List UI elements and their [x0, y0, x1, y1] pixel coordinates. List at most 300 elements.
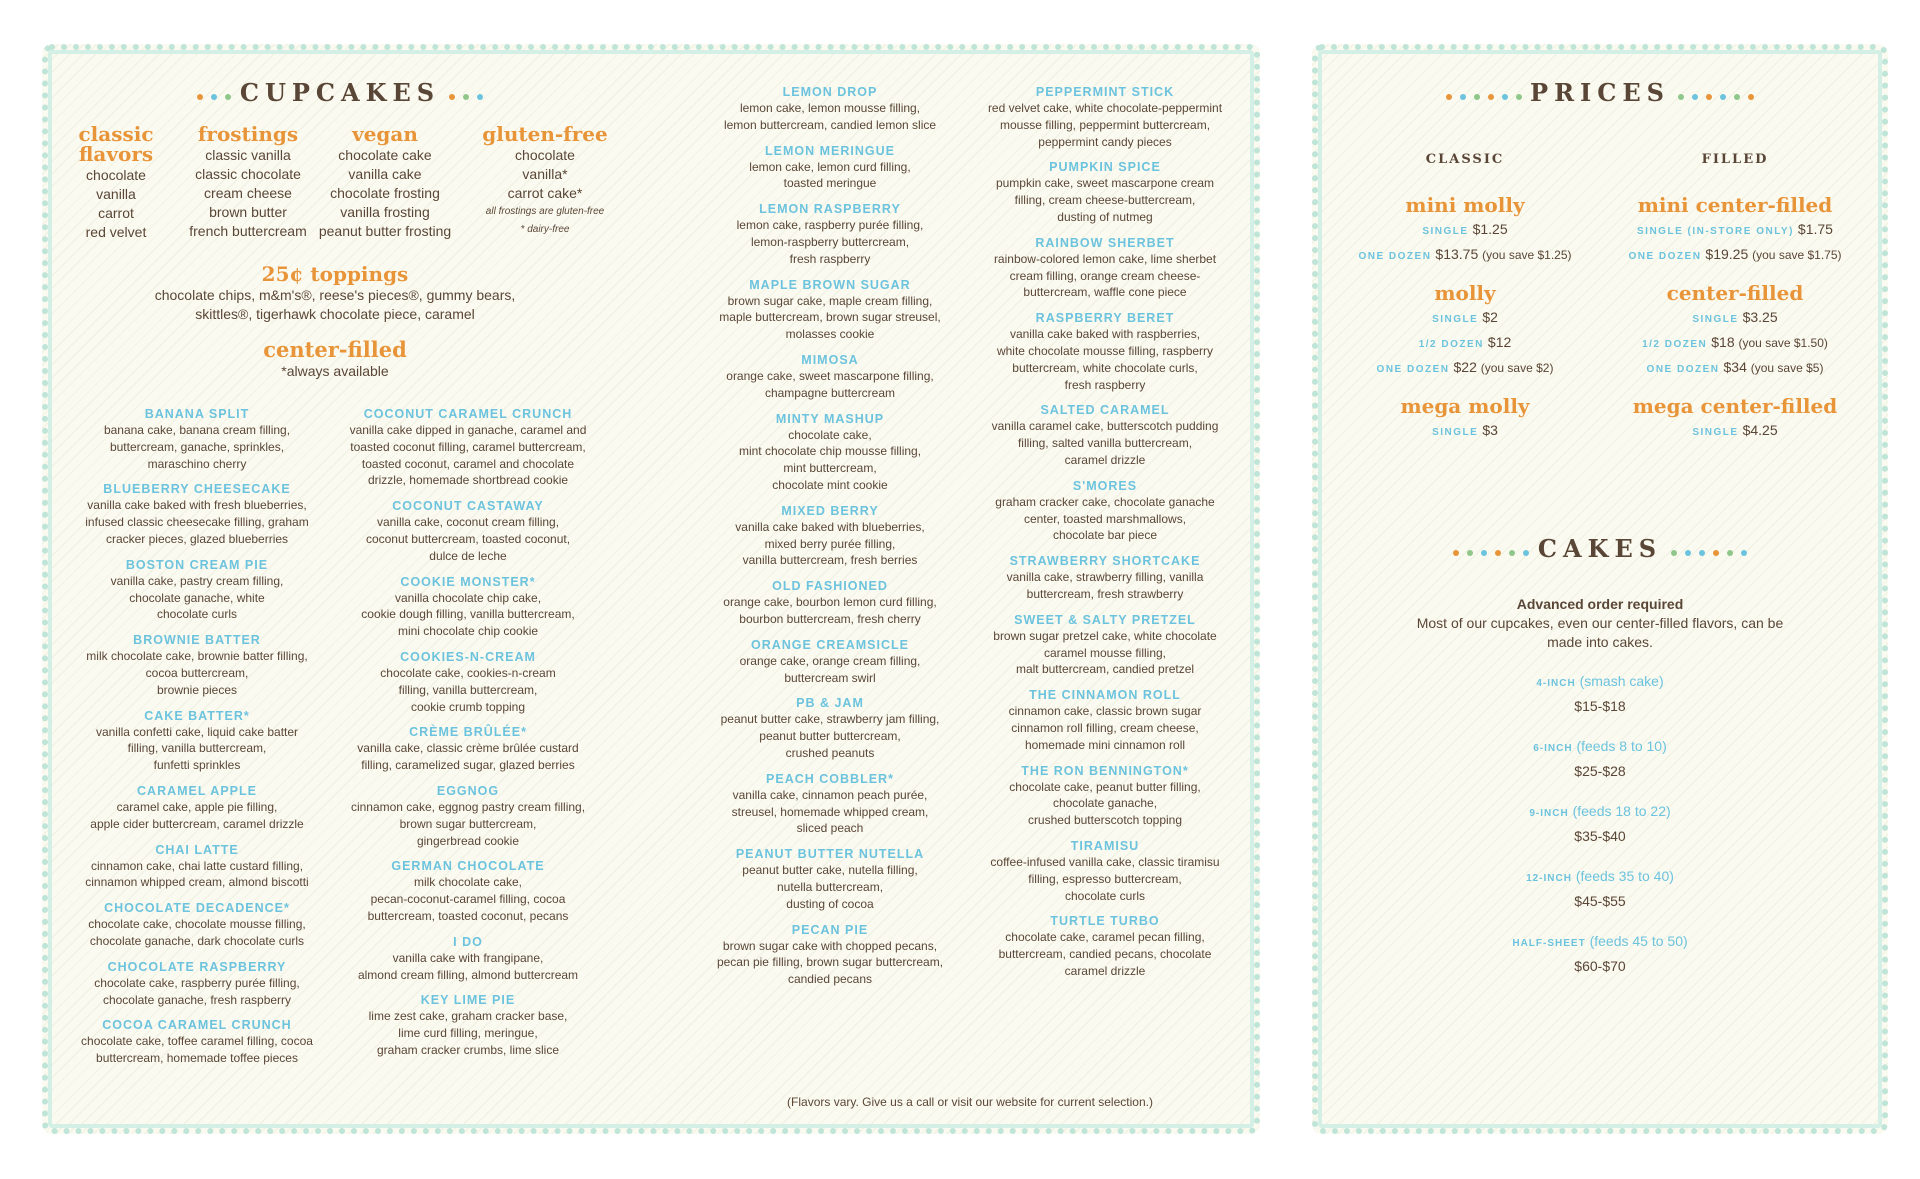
flavor-description — [332, 590, 604, 640]
cake-size-label — [1410, 865, 1790, 890]
flavor-description — [960, 569, 1250, 603]
intro-item: chocolate — [86, 167, 146, 183]
price-value: $13.75 — [1435, 246, 1479, 262]
flavor-column-3 — [960, 84, 1250, 989]
flavor-description-line: infused classic cheesecake filling, graham — [85, 515, 309, 530]
cake-size-item — [1410, 800, 1790, 847]
flavor-description-line: funfetti sprinkles — [153, 758, 241, 773]
price-value: $2 — [1482, 309, 1498, 325]
cake-size-name: HALF-SHEET — [1512, 938, 1586, 949]
flavor-description-line: mint buttercream, — [783, 461, 877, 476]
intro-item: brown butter — [209, 204, 287, 220]
flavor-item — [960, 553, 1250, 603]
flavor-description-line: cinnamon cake, classic brown sugar — [1008, 704, 1202, 719]
flavor-item — [960, 763, 1250, 829]
flavor-name: CRÈME BRÛLÉE* — [409, 725, 527, 740]
flavor-description-line: dusting of nutmeg — [1057, 209, 1153, 224]
flavor-description-line: cinnamon whipped cream, almond biscotti — [85, 875, 309, 890]
flavor-description — [332, 950, 604, 984]
center-filled-section — [195, 338, 475, 380]
filled-prices — [1600, 152, 1870, 456]
flavor-description — [62, 422, 332, 472]
price-row — [1330, 419, 1600, 444]
price-quantity: SINGLE (IN-STORE ONLY) — [1637, 226, 1794, 237]
price-row — [1600, 331, 1870, 356]
intro-item: vanilla cake — [348, 166, 422, 182]
flavor-name: BANANA SPLIT — [144, 407, 250, 421]
flavor-description-line: buttercream swirl — [784, 670, 876, 685]
price-group — [1600, 192, 1870, 268]
flavor-description-line: graham cracker crumbs, lime slice — [376, 1042, 560, 1057]
flavor-description-line: pecan pie filling, brown sugar buttercream, — [716, 955, 944, 970]
cakes-intro — [1410, 594, 1790, 652]
flavor-description-line: buttercream, white chocolate curls, — [1012, 360, 1198, 375]
intro-heading: vegan — [352, 122, 418, 146]
cakes-description: Most of our cupcakes, even our center-filled flavors, can be made into cakes. — [1416, 615, 1784, 650]
price-value: $1.25 — [1472, 221, 1508, 237]
flavor-description-line: white chocolate mousse filling, raspberry — [996, 343, 1214, 358]
price-quantity: SINGLE — [1692, 314, 1739, 325]
flavor-column-1 — [332, 406, 604, 1068]
flavor-item — [700, 695, 960, 761]
price-item-name: mega center-filled — [1632, 394, 1838, 418]
flavor-description — [62, 724, 332, 774]
intro-column-1 — [178, 124, 318, 241]
flavor-description-line: crushed butterscotch topping — [1027, 813, 1183, 828]
flavor-description-line: orange cake, orange cream filling, — [739, 653, 921, 668]
flavor-name: ORANGE CREAMSICLE — [751, 637, 909, 652]
flavor-item — [62, 406, 332, 472]
flavor-description — [700, 519, 960, 569]
price-quantity: SINGLE — [1692, 427, 1739, 438]
price-value: $4.25 — [1742, 422, 1778, 438]
price-savings: (you save $1.25) — [1482, 248, 1572, 262]
flavor-description-line: peanut butter buttercream, — [759, 729, 901, 744]
cake-size-name: 4-INCH — [1536, 678, 1576, 689]
flavor-item — [332, 498, 604, 564]
flavor-description — [700, 293, 960, 343]
price-item-name: center-filled — [1666, 281, 1804, 305]
flavor-description — [62, 799, 332, 833]
flavor-description-line: chocolate cake, — [788, 427, 872, 442]
price-group — [1330, 192, 1600, 268]
decorative-dots-left — [1449, 544, 1533, 561]
flavor-item — [332, 406, 604, 489]
flavor-column-0 — [62, 406, 332, 1076]
flavor-description-line: vanilla cake with frangipane, — [392, 950, 544, 965]
flavor-description — [700, 653, 960, 687]
flavor-item — [332, 649, 604, 715]
flavor-description-line: brown sugar pretzel cake, white chocolate — [993, 628, 1217, 643]
cake-size-label — [1410, 930, 1790, 955]
flavor-description-line: apple cider buttercream, caramel drizzle — [90, 816, 304, 831]
flavor-name: TURTLE TURBO — [1050, 914, 1160, 929]
flavor-name: MIXED BERRY — [781, 503, 879, 518]
flavor-description-line: cream filling, orange cream cheese- — [1009, 268, 1201, 283]
flavor-description — [960, 175, 1250, 225]
flavor-name: COCOA CARAMEL CRUNCH — [102, 1018, 292, 1033]
flavor-item — [62, 632, 332, 698]
flavor-description-line: caramel drizzle — [1064, 963, 1146, 978]
flavor-description-line: toasted coconut filling, caramel buttercream, — [350, 439, 586, 454]
flavor-description-line: vanilla cake, classic crème brûlée custard — [357, 741, 579, 756]
flavor-description-line: filling, vanilla buttercream, — [127, 741, 267, 756]
flavor-name: PEANUT BUTTER NUTELLA — [735, 847, 925, 862]
flavor-description-line: lemon cake, raspberry purée filling, — [736, 218, 924, 233]
cake-size-label — [1410, 735, 1790, 760]
flavor-description — [332, 874, 604, 924]
flavor-description — [700, 787, 960, 837]
intro-note: * dairy-free — [520, 224, 570, 235]
flavor-item — [700, 846, 960, 912]
price-quantity: SINGLE — [1422, 226, 1469, 237]
price-row — [1600, 356, 1870, 381]
flavor-description-line: fresh raspberry — [789, 251, 871, 266]
intro-item: carrot cake* — [507, 185, 583, 201]
cake-size-name: 9-INCH — [1529, 808, 1569, 819]
cake-price: $60-$70 — [1574, 958, 1626, 974]
flavor-item — [960, 402, 1250, 468]
filled-header: FILLED — [1701, 152, 1769, 167]
cake-size-item — [1410, 670, 1790, 717]
intro-item: carrot — [98, 205, 134, 221]
flavor-item — [700, 411, 960, 494]
flavor-name: CARAMEL APPLE — [137, 783, 257, 798]
flavor-description-line: lemon cake, lemon mousse filling, — [739, 101, 921, 115]
flavor-name: CHOCOLATE RASPBERRY — [107, 959, 287, 974]
flavor-description-line: sliced peach — [796, 821, 864, 836]
flavor-description — [332, 740, 604, 774]
flavor-description-line: brown sugar cake with chopped pecans, — [722, 938, 938, 953]
flavor-name: COCONUT CARAMEL CRUNCH — [363, 407, 573, 421]
flavor-description-line: filling, salted vanilla buttercream, — [1017, 436, 1193, 451]
intro-item: chocolate cake — [338, 147, 432, 163]
flavor-description-line: vanilla cake, pastry cream filling, — [110, 573, 284, 588]
price-savings: (you save $1.75) — [1752, 248, 1842, 262]
flavor-description-line: vanilla confetti cake, liquid cake batter — [95, 724, 299, 739]
toppings-heading: 25¢ toppings — [261, 262, 409, 286]
flavor-description-line: cookie dough filling, vanilla buttercream, — [361, 607, 575, 622]
flavor-item — [960, 838, 1250, 904]
price-row — [1600, 218, 1870, 243]
intro-item: chocolate — [515, 147, 575, 163]
flavor-item — [960, 478, 1250, 544]
flavor-item — [700, 503, 960, 569]
flavor-description-line: red velvet cake, white chocolate-peppermint — [987, 101, 1223, 115]
flavor-name: THE CINNAMON ROLL — [1029, 688, 1181, 703]
cake-serves: (feeds 18 to 22) — [1572, 803, 1671, 819]
flavor-description-line: chocolate cake, raspberry purée filling, — [94, 975, 300, 990]
flavor-name: BROWNIE BATTER — [133, 633, 261, 648]
flavor-item — [960, 310, 1250, 393]
flavor-description-line: vanilla cake, coconut cream filling, — [376, 515, 560, 530]
flavor-item — [700, 771, 960, 837]
flavor-description — [960, 703, 1250, 753]
flavor-description-line: mousse filling, peppermint buttercream, — [999, 117, 1211, 132]
flavor-name: SALTED CARAMEL — [1040, 403, 1170, 418]
flavor-description — [960, 854, 1250, 904]
flavor-item — [960, 84, 1250, 150]
price-quantity: 1/2 DOZEN — [1642, 339, 1708, 350]
flavor-description-line: homemade mini cinnamon roll — [1024, 737, 1186, 752]
flavor-description-line: cinnamon cake, eggnog pastry cream filling, — [350, 799, 586, 814]
flavor-description — [62, 573, 332, 623]
cake-size-label — [1410, 670, 1790, 695]
price-row — [1330, 331, 1600, 356]
cake-size-name: 12-INCH — [1526, 873, 1572, 884]
flavor-item — [960, 235, 1250, 301]
intro-item: red velvet — [85, 224, 147, 240]
flavor-description-line: chocolate curls — [156, 607, 238, 622]
flavor-name: MAPLE BROWN SUGAR — [749, 277, 911, 292]
flavor-description — [960, 251, 1250, 301]
flavor-name: BLUEBERRY CHEESECAKE — [103, 482, 291, 497]
intro-item: cream cheese — [204, 185, 292, 201]
flavor-item — [960, 687, 1250, 753]
flavor-description-line: dulce de leche — [429, 548, 507, 563]
flavor-description — [332, 799, 604, 849]
flavor-description — [700, 100, 960, 134]
price-value: $34 — [1723, 359, 1747, 375]
flavor-description-line: lime zest cake, graham cracker base, — [368, 1009, 568, 1024]
flavor-description-line: cocoa buttercream, — [145, 665, 249, 680]
flavor-name: PEACH COBBLER* — [766, 771, 894, 786]
price-value: $12 — [1487, 334, 1512, 350]
cakes-title: CAKES — [1537, 534, 1663, 563]
flavor-description-line: center, toasted marshmallows, — [1023, 511, 1187, 526]
flavor-item — [62, 1017, 332, 1067]
flavor-description — [960, 494, 1250, 544]
flavor-name: OLD FASHIONED — [772, 579, 888, 594]
flavor-item — [960, 159, 1250, 225]
flavor-description-line: brown sugar cake, maple cream filling, — [727, 293, 933, 308]
flavor-item — [62, 959, 332, 1009]
flavor-description-line: lemon-raspberry buttercream, — [750, 234, 910, 249]
intro-items — [60, 166, 172, 242]
intro-item: vanilla frosting — [340, 204, 430, 220]
flavor-description — [332, 1008, 604, 1058]
flavor-description-line: buttercream, waffle cone piece — [1023, 285, 1187, 300]
flavor-item — [700, 922, 960, 988]
cupcakes-heading — [150, 78, 530, 107]
flavor-description-line: cookie crumb topping — [410, 699, 526, 714]
prices-title: PRICES — [1530, 78, 1670, 107]
flavor-description-line: mini chocolate chip cookie — [397, 624, 539, 639]
price-quantity: ONE DOZEN — [1358, 251, 1432, 262]
price-item-name: mini center-filled — [1637, 193, 1833, 217]
flavor-name: RAINBOW SHERBET — [1035, 235, 1175, 250]
flavor-description-line: pecan-coconut-caramel filling, cocoa — [370, 892, 566, 907]
center-filled-note: *always available — [281, 363, 389, 379]
flavor-name: PEPPERMINT STICK — [1035, 85, 1175, 99]
flavor-name: STRAWBERRY SHORTCAKE — [1009, 554, 1201, 569]
cake-price: $25-$28 — [1574, 763, 1626, 779]
flavor-item — [332, 992, 604, 1058]
flavor-description-line: buttercream, fresh strawberry — [1026, 586, 1184, 601]
decorative-dots-right — [445, 88, 487, 105]
flavor-name: THE RON BENNINGTON* — [1021, 763, 1189, 778]
toppings-section — [120, 262, 550, 324]
flavor-item — [700, 84, 960, 134]
flavor-description — [960, 326, 1250, 393]
intro-column-0 — [60, 124, 172, 242]
flavor-description — [332, 514, 604, 564]
flavor-name: MIMOSA — [801, 352, 859, 367]
flavor-description-line: maple buttercream, brown sugar streusel, — [719, 310, 941, 325]
cake-size-item — [1410, 865, 1790, 912]
price-quantity: 1/2 DOZEN — [1418, 339, 1484, 350]
flavor-description-line: caramel drizzle — [1064, 452, 1146, 467]
flavor-description-line: peppermint candy pieces — [1038, 134, 1172, 149]
flavor-description — [62, 975, 332, 1009]
flavor-description-line: champagne buttercream — [764, 385, 896, 400]
flavor-description-line: caramel cake, apple pie filling, — [116, 799, 278, 814]
intro-items — [470, 146, 620, 203]
flavor-name: LEMON RASPBERRY — [759, 202, 901, 217]
flavor-description-line: chocolate ganache, — [1052, 796, 1158, 811]
flavor-item — [62, 557, 332, 623]
flavor-name: COCONUT CASTAWAY — [392, 499, 544, 514]
flavor-description — [62, 497, 332, 547]
intro-heading: gluten-free — [482, 122, 608, 146]
intro-heading: frostings — [197, 122, 299, 146]
flavor-item — [332, 934, 604, 984]
flavor-description-line: candied pecans — [787, 972, 873, 987]
flavor-description-line: caramel mousse filling, — [1043, 645, 1167, 660]
flavor-item — [700, 201, 960, 267]
price-row — [1600, 243, 1870, 268]
decorative-dots-right — [1667, 544, 1751, 561]
toppings-list: chocolate chips, m&m's®, reese's pieces®, gummy bears, skittles®, tigerhawk chocolate piece, caramel — [154, 287, 516, 322]
flavor-description-line: chocolate bar piece — [1052, 528, 1158, 543]
flavor-name: CAKE BATTER* — [144, 708, 250, 723]
flavor-name: GERMAN CHOCOLATE — [391, 859, 545, 874]
price-group — [1330, 393, 1600, 444]
flavor-name: EGGNOG — [436, 783, 500, 798]
price-value: $3 — [1482, 422, 1498, 438]
flavor-description — [700, 159, 960, 193]
cake-price: $15-$18 — [1574, 698, 1626, 714]
flavor-name: I DO — [453, 934, 483, 949]
flavor-item — [332, 783, 604, 849]
intro-column-3 — [470, 124, 620, 239]
flavor-name: BOSTON CREAM PIE — [125, 557, 269, 572]
flavor-description-line: mint chocolate chip mousse filling, — [738, 444, 922, 459]
price-row — [1330, 243, 1600, 268]
price-value: $18 — [1711, 334, 1735, 350]
price-value: $22 — [1453, 359, 1477, 375]
price-item-name: mega molly — [1400, 394, 1530, 418]
flavor-description-line: milk chocolate cake, brownie batter filling, — [86, 649, 308, 664]
intro-items — [300, 146, 470, 241]
flavor-name: LEMON MERINGUE — [765, 143, 895, 158]
flavor-description-line: lemon buttercream, candied lemon slice — [723, 117, 937, 132]
price-value: $19.25 — [1705, 246, 1749, 262]
intro-item: classic vanilla — [205, 147, 291, 163]
price-row — [1330, 356, 1600, 381]
flavor-description-line: buttercream, candied pecans, chocolate — [998, 947, 1212, 962]
flavor-description — [700, 368, 960, 402]
flavor-description-line: vanilla cake dipped in ganache, caramel and — [349, 423, 587, 437]
flavor-description-line: brown sugar buttercream, — [399, 816, 537, 831]
flavor-description — [960, 779, 1250, 829]
flavor-description-line: chocolate cake, cookies-n-cream — [380, 665, 556, 680]
flavor-description-line: lemon cake, lemon curd filling, — [749, 159, 911, 174]
intro-item: french buttercream — [189, 223, 307, 239]
flavor-description-line: cracker pieces, glazed blueberries — [105, 531, 289, 546]
flavor-description-line: vanilla cake, cinnamon peach purée, — [732, 787, 928, 802]
flavor-description-line: toasted coconut, caramel and chocolate — [361, 456, 575, 471]
flavor-description-line: drizzle, homemade shortbread cookie — [367, 473, 569, 488]
flavor-description-line: buttercream, ganache, sprinkles, — [109, 439, 285, 454]
flavor-name: RASPBERRY BERET — [1035, 311, 1175, 326]
flavor-name: KEY LIME PIE — [420, 993, 516, 1008]
flavor-item — [62, 708, 332, 774]
price-value: $3.25 — [1742, 309, 1778, 325]
flavor-description-line: cinnamon cake, chai latte custard filling, — [90, 858, 304, 873]
flavor-name: PUMPKIN SPICE — [1049, 160, 1161, 175]
flavor-name: PB & JAM — [796, 696, 864, 711]
decorative-dots-right — [1674, 88, 1758, 105]
flavor-item — [960, 612, 1250, 678]
flavor-description-line: filling, caramelized sugar, glazed berries — [361, 758, 575, 773]
flavor-description-line: chocolate mint cookie — [772, 477, 888, 492]
flavors-footnote: (Flavors vary. Give us a call or visit our website for current selection.) — [787, 1095, 1153, 1109]
flavor-description-line: filling, espresso buttercream, — [1028, 871, 1182, 886]
cake-serves: (smash cake) — [1579, 673, 1664, 689]
flavor-description-line: chocolate cake, toffee caramel filling, cocoa — [81, 1034, 313, 1049]
flavor-description-line: vanilla caramel cake, butterscotch pudding — [991, 419, 1219, 434]
flavor-description-line: orange cake, bourbon lemon curd filling, — [723, 595, 937, 610]
intro-item: peanut butter frosting — [318, 223, 452, 239]
flavor-description-line: vanilla chocolate chip cake, — [394, 590, 542, 605]
price-row — [1330, 218, 1600, 243]
cake-serves: (feeds 45 to 50) — [1589, 933, 1688, 949]
decorative-dots-left — [193, 88, 235, 105]
flavor-column-2 — [700, 84, 960, 997]
price-row — [1600, 419, 1870, 444]
cake-serves: (feeds 8 to 10) — [1576, 738, 1667, 754]
flavor-description-line: buttercream, toasted coconut, pecans — [367, 908, 569, 923]
flavor-description-line: chocolate ganache, fresh raspberry — [102, 992, 292, 1007]
flavor-description-line: vanilla cake, strawberry filling, vanilla — [1006, 570, 1204, 585]
flavor-description — [960, 418, 1250, 468]
flavor-item — [62, 783, 332, 833]
classic-header: CLASSIC — [1425, 152, 1505, 167]
intro-notes — [470, 203, 620, 239]
flavor-description-line: vanilla buttercream, fresh berries — [742, 553, 918, 568]
intro-items — [178, 146, 318, 241]
decorative-dots-left — [1442, 88, 1526, 105]
flavor-description-line: peanut butter cake, nutella filling, — [742, 863, 918, 878]
flavor-description-line: rainbow-colored lemon cake, lime sherbet — [993, 251, 1217, 266]
flavor-description-line: mixed berry purée filling, — [764, 536, 896, 551]
flavor-item — [700, 143, 960, 193]
flavor-description-line: orange cake, sweet mascarpone filling, — [726, 368, 934, 383]
flavor-description-line: peanut butter cake, strawberry jam filling, — [720, 712, 940, 727]
flavor-description-line: fresh raspberry — [1064, 377, 1146, 392]
price-item-name: molly — [1434, 281, 1496, 305]
flavor-description-line: filling, vanilla buttercream, — [398, 682, 538, 697]
flavor-description-line: chocolate cake, peanut butter filling, — [1009, 779, 1201, 794]
flavor-name: COOKIES-N-CREAM — [400, 649, 536, 664]
flavor-description — [960, 100, 1250, 150]
flavor-name: COOKIE MONSTER* — [400, 574, 536, 589]
cake-size-item — [1410, 930, 1790, 977]
price-quantity: ONE DOZEN — [1646, 364, 1720, 375]
flavor-description-line: graham cracker cake, chocolate ganache — [995, 494, 1215, 509]
flavor-description — [700, 594, 960, 628]
